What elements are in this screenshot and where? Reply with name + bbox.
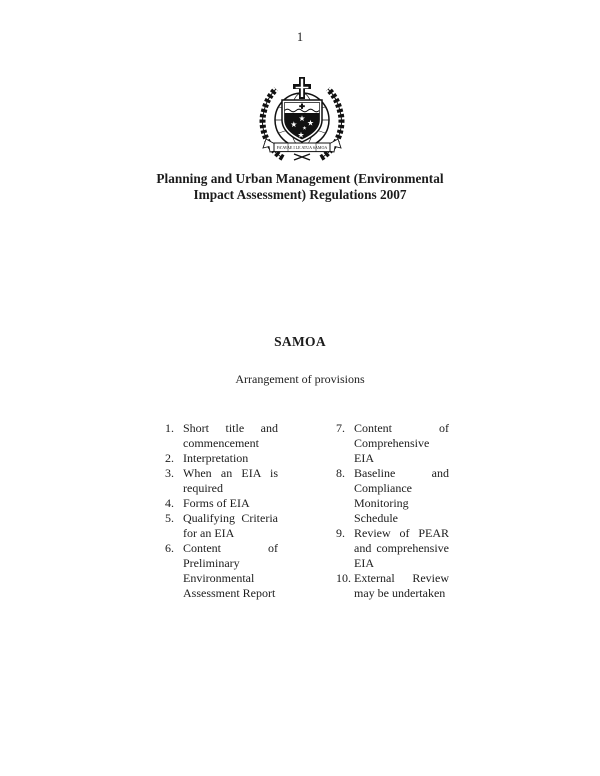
shield [282,100,322,142]
provisions-list [165,421,449,601]
provision-item [165,451,278,466]
provision-item [165,421,278,451]
provision-item [165,466,278,496]
provision-text: Review of PEAR and comprehensive EIA [354,526,449,570]
page-number: 1 [296,30,304,44]
motto-text: FA'AVAE I LE ATUA SAMOA [276,145,328,150]
provision-item [336,421,449,466]
samoa-coat-of-arms-icon [255,75,349,165]
provision-number: 6. [165,541,174,555]
provision-number: 7. [336,421,345,435]
provision-item [336,466,449,526]
provision-item [165,496,278,511]
provision-text: Baseline and Compliance Monitoring Schedule [354,466,449,525]
provision-text: When an EIA is required [183,466,278,495]
provision-number: 3. [165,466,174,480]
provision-text: Interpretation [183,451,249,465]
arrangement-heading: Arrangement of provisions [235,372,365,386]
provision-item [336,526,449,571]
provision-number: 10. [336,571,351,585]
provision-text: Qualifying Criteria for an EIA [183,511,278,540]
provision-number: 5. [165,511,174,525]
provision-item [165,541,278,601]
provisions-left-column [165,421,278,601]
cross-icon [293,77,311,99]
document-title: Planning and Urban Management (Environmental Impact Assessment) Regulations 2007 [156,171,444,202]
provision-number: 1. [165,421,174,435]
wreath-tie [294,154,310,160]
provision-text: Content of Comprehensive EIA [354,421,449,465]
provision-number: 2. [165,451,174,465]
provision-text: Forms of EIA [183,496,250,510]
country-heading: SAMOA [274,334,326,349]
provision-text: Content of Preliminary Environmental Assessment Report [183,541,278,600]
provision-text: External Review may be undertaken [354,571,449,600]
provisions-right-column [336,421,449,601]
provision-number: 9. [336,526,345,540]
provision-number: 4. [165,496,174,510]
provision-item [165,511,278,541]
provision-item [336,571,449,601]
provision-text: Short title and commencement [183,421,278,450]
provision-number: 8. [336,466,345,480]
